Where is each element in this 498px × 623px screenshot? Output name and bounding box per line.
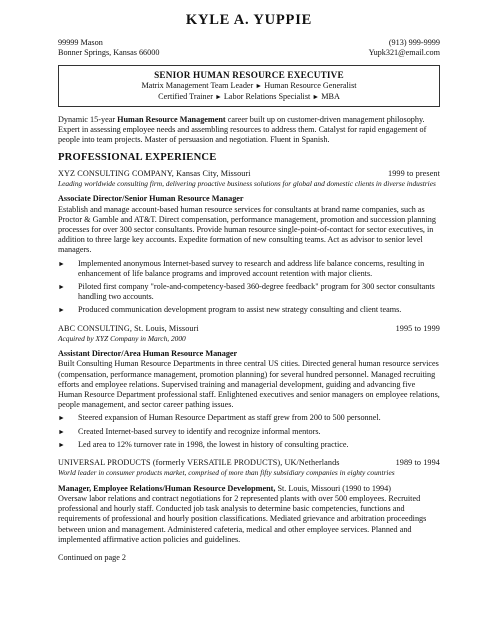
job-description: Oversaw labor relations and contract negotiations for 2 represented plants with over 500 employees. Recruited professional and hourly staff. Conducted job task analysis to determine basic competencies, functions and requirements of professional and hourly position classifications. Mediated grievance and arbitration proceedings between union and management. Administered cafeteria, medical and other employee services. Planned and implemented affirmative action policies and guidelines.: [58, 493, 427, 544]
arrow-icon: ►: [58, 259, 65, 268]
company-name: XYZ CONSULTING COMPANY, Kansas City, Missouri: [58, 168, 251, 178]
company-tagline: Acquired by XYZ Company in March, 2000: [58, 333, 186, 343]
job-role: Assistant Director/Area Human Resource Manager: [58, 349, 238, 359]
list-item: ► Led area to 12% turnover rate in 1998, the lowest in history of consulting practice.: [58, 439, 349, 449]
job-dates: 1995 to 1999: [395, 323, 440, 333]
headline-line-3: [63, 92, 435, 103]
job-header: [58, 324, 440, 334]
address-line-1: 99999 Mason: [58, 38, 103, 47]
headline-item: Human Resource Generalist: [264, 81, 357, 90]
job-description: Built Consulting Human Resource Departments in three central US cities. Directed general human resource services (compensation, performance management, promotion planning) for several hundred personnel. Managed recruiting efforts and employee relations. Supervised training and managerial development, guiding and advancing five Human Resource Department professional staff. Enlightened executives and senior managers on employee relations, people management, and sector career pathing issues.: [58, 359, 440, 410]
arrow-icon: ►: [214, 92, 222, 101]
job-entry-2: [58, 324, 440, 451]
job-entry-3: [58, 458, 440, 545]
company-tagline: World leader in consumer products market, comprised of more than fifty subsidiary companies in eighty countries: [58, 468, 395, 478]
arrow-icon: ►: [58, 414, 65, 423]
arrow-icon: ►: [58, 440, 65, 449]
job-entry-1: [58, 169, 440, 316]
job-dates: 1989 to 1994: [395, 458, 440, 468]
page-footer: Continued on page 2: [58, 553, 126, 562]
address-line-2: Bonner Springs, Kansas 66000: [58, 48, 160, 57]
headline-box: [58, 65, 440, 107]
arrow-icon: ►: [58, 282, 65, 291]
headline-item: Labor Relations Specialist: [223, 91, 311, 101]
contact-block: [58, 38, 440, 58]
headline-line-2: [63, 81, 435, 92]
company-name: UNIVERSAL PRODUCTS (formerly VERSATILE PRODUCTS), UK/Netherlands: [58, 458, 340, 468]
achievement-list: [58, 413, 440, 450]
summary-paragraph: Dynamic 15-year Human Resource Management career built up on customer-driven management philosophy. Expert in assessing employee needs and assembling resources to address them. Catalyst for rapid engagement of people into team projects. Master of persuasion and negotiation. Fluent in Spanish.: [58, 115, 427, 145]
arrow-icon: ►: [255, 82, 263, 90]
list-item: ► Implemented anonymous Internet-based survey to research and address life balance concerns, resulting in enhancement of life balance programs and improved account retention with major clients.: [58, 258, 425, 278]
arrow-icon: ►: [58, 306, 65, 315]
phone-number: (913) 999-9999: [388, 38, 440, 47]
arrow-icon: ►: [58, 427, 65, 436]
achievement-list: [58, 259, 440, 316]
phone-email-block: [369, 38, 440, 58]
job-header: [58, 169, 440, 179]
email-address: Yupk321@email.com: [368, 48, 440, 57]
headline-item: Matrix Management Team Leader: [141, 81, 254, 90]
list-item: ► Created Internet-based survey to identify and recognize informal mentors.: [58, 426, 321, 436]
arrow-icon: ►: [312, 92, 320, 101]
headline-title: SENIOR HUMAN RESOURCE EXECUTIVE: [154, 70, 344, 80]
job-role: Manager, Employee Relations/Human Resource Development, St. Louis, Missouri (1990 to 1994): [58, 483, 391, 493]
company-tagline: Leading worldwide consulting firm, delivering proactive business solutions for global and domestic clients in diverse industries: [58, 178, 436, 188]
section-heading: PROFESSIONAL EXPERIENCE: [58, 151, 217, 163]
headline-item: Certified Trainer: [158, 91, 213, 101]
list-item: ► Steered expansion of Human Resource Department as staff grew from 200 to 500 personnel.: [58, 413, 381, 423]
address-block: [58, 38, 159, 58]
job-role: Associate Director/Senior Human Resource Manager: [58, 194, 244, 204]
list-item: ► Piloted first company "role-and-competency-based 360-degree feedback" program for 300 sector consultants handling two accounts.: [58, 281, 435, 302]
list-item: ► Produced communication development program to assist new strategy consulting and client teams.: [58, 305, 402, 315]
company-name: ABC CONSULTING, St. Louis, Missouri: [58, 323, 199, 333]
job-dates: 1999 to present: [388, 168, 440, 178]
job-header: [58, 458, 440, 468]
headline-item: MBA: [321, 91, 340, 101]
job-description: Establish and manage account-based human resource services for consultants at brand name companies, such as Proctor & Gamble and AT&T. Direct compensation, performance management, promotion and succession planning processes for over 300 sector consultants. Provide human resource single-point-of-contact for sector executives, in addition to three large key accounts. Expedite formation of new consulting teams. Act as advisor to senior level managers.: [58, 204, 436, 255]
candidate-name: KYLE A. YUPPIE: [185, 12, 313, 28]
